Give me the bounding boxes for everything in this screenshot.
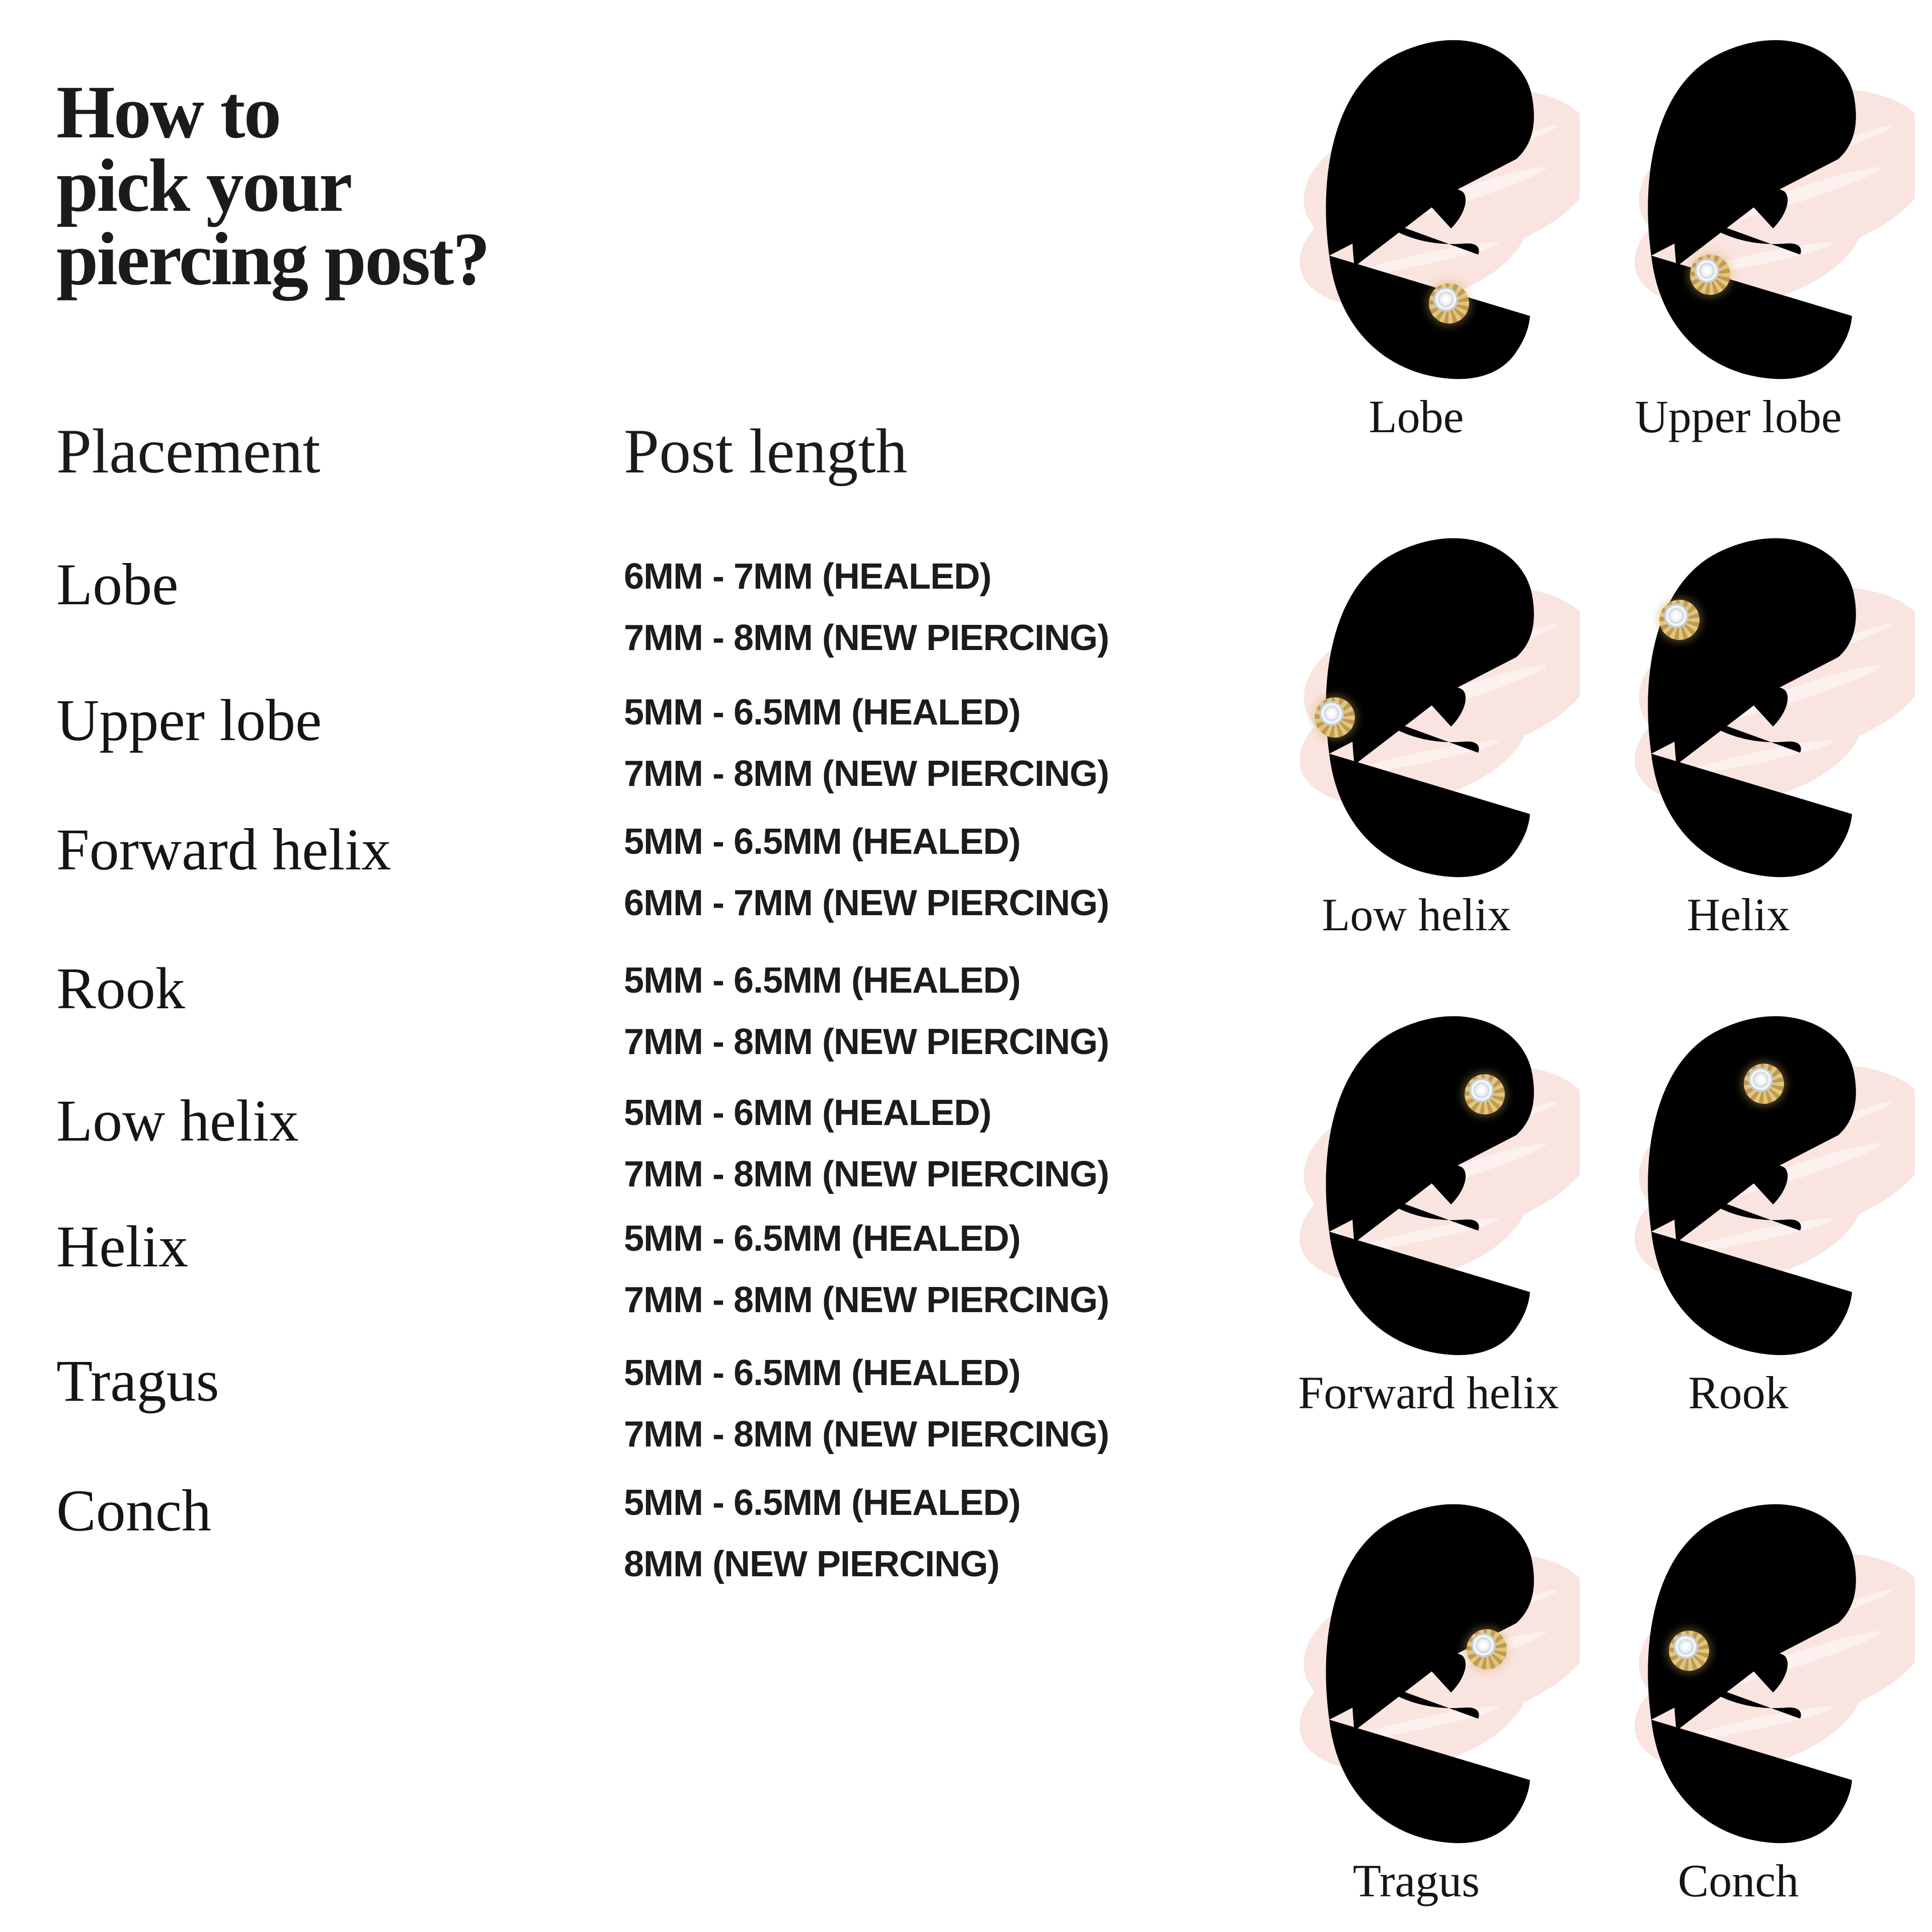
- ear-outline-drawing: [1298, 30, 1580, 382]
- earring-stud-icon: [1315, 697, 1355, 738]
- post-length-new-piercing: 7MM - 8MM (NEW PIERCING): [624, 1280, 1109, 1320]
- page-title: [56, 70, 489, 301]
- ear-diagram-label: Low helix: [1322, 889, 1511, 940]
- post-length-healed: 5MM - 6.5MM (HEALED): [624, 1219, 1020, 1259]
- post-length-healed: 5MM - 6.5MM (HEALED): [624, 960, 1020, 1001]
- ear-outline-drawing: [1620, 528, 1902, 880]
- post-length-new-piercing: 7MM - 8MM (NEW PIERCING): [624, 618, 1109, 658]
- ear-diagram-label: Helix: [1686, 889, 1790, 940]
- post-length-new-piercing: 7MM - 8MM (NEW PIERCING): [624, 1414, 1109, 1455]
- post-length-new-piercing: 8MM (NEW PIERCING): [624, 1544, 999, 1584]
- earring-stud-icon: [1467, 1629, 1507, 1669]
- ear-diagram-label: Lobe: [1369, 391, 1464, 442]
- ear-diagram-upper-lobe: [1620, 30, 1902, 453]
- column-header-placement: Placement: [56, 417, 320, 487]
- post-length-healed: 6MM - 7MM (HEALED): [624, 556, 991, 597]
- post-length-new-piercing: 7MM - 8MM (NEW PIERCING): [624, 1022, 1109, 1062]
- ear-diagram-label: Conch: [1677, 1855, 1799, 1906]
- column-header-post-length: Post length: [624, 417, 908, 487]
- ear-outline-drawing: [1298, 1494, 1580, 1846]
- ear-diagram-label: Upper lobe: [1635, 391, 1842, 442]
- post-length-healed: 5MM - 6MM (HEALED): [624, 1093, 991, 1133]
- earring-stud-icon: [1659, 600, 1700, 640]
- ear-diagram-label: Forward helix: [1298, 1367, 1559, 1418]
- post-length-healed: 5MM - 6.5MM (HEALED): [624, 1353, 1020, 1393]
- post-length-new-piercing: 7MM - 8MM (NEW PIERCING): [624, 754, 1109, 794]
- post-length-healed: 5MM - 6.5MM (HEALED): [624, 1483, 1020, 1523]
- placement-label: Tragus: [56, 1348, 219, 1414]
- earring-stud-icon: [1669, 1631, 1709, 1671]
- earring-stud-icon: [1429, 283, 1469, 324]
- ear-outline-drawing: [1298, 1006, 1580, 1358]
- ear-diagram-conch: [1620, 1494, 1902, 1917]
- ear-outline-drawing: [1620, 1006, 1902, 1358]
- earring-stud-icon: [1690, 255, 1730, 295]
- page-title-line-1: How to: [56, 70, 280, 154]
- page-title-line-3: piercing post?: [56, 217, 489, 301]
- placement-label: Forward helix: [56, 817, 391, 882]
- ear-diagram-low-helix: [1298, 528, 1580, 951]
- ear-diagram-label: Rook: [1688, 1367, 1789, 1418]
- ear-diagram-label: Tragus: [1352, 1855, 1480, 1906]
- post-length-new-piercing: 7MM - 8MM (NEW PIERCING): [624, 1154, 1109, 1194]
- earring-stud-icon: [1465, 1074, 1505, 1114]
- placement-label: Upper lobe: [56, 687, 322, 753]
- earring-stud-icon: [1744, 1064, 1784, 1104]
- placement-label: Conch: [56, 1478, 212, 1544]
- post-length-healed: 5MM - 6.5MM (HEALED): [624, 692, 1020, 733]
- ear-diagram-forward-helix: [1298, 1006, 1580, 1429]
- ear-outline-drawing: [1620, 1494, 1902, 1846]
- post-length-new-piercing: 6MM - 7MM (NEW PIERCING): [624, 883, 1109, 923]
- placement-label: Low helix: [56, 1088, 299, 1154]
- page-title-line-2: pick your: [56, 144, 351, 227]
- placement-label: Lobe: [56, 551, 179, 617]
- ear-outline-drawing: [1620, 30, 1902, 382]
- placement-label: Rook: [56, 955, 185, 1021]
- placement-label: Helix: [56, 1214, 189, 1279]
- ear-diagram-helix: [1620, 528, 1902, 951]
- ear-diagram-rook: [1620, 1006, 1902, 1429]
- ear-diagram-lobe: [1298, 30, 1580, 453]
- post-length-healed: 5MM - 6.5MM (HEALED): [624, 822, 1020, 862]
- ear-diagram-tragus: [1298, 1494, 1580, 1917]
